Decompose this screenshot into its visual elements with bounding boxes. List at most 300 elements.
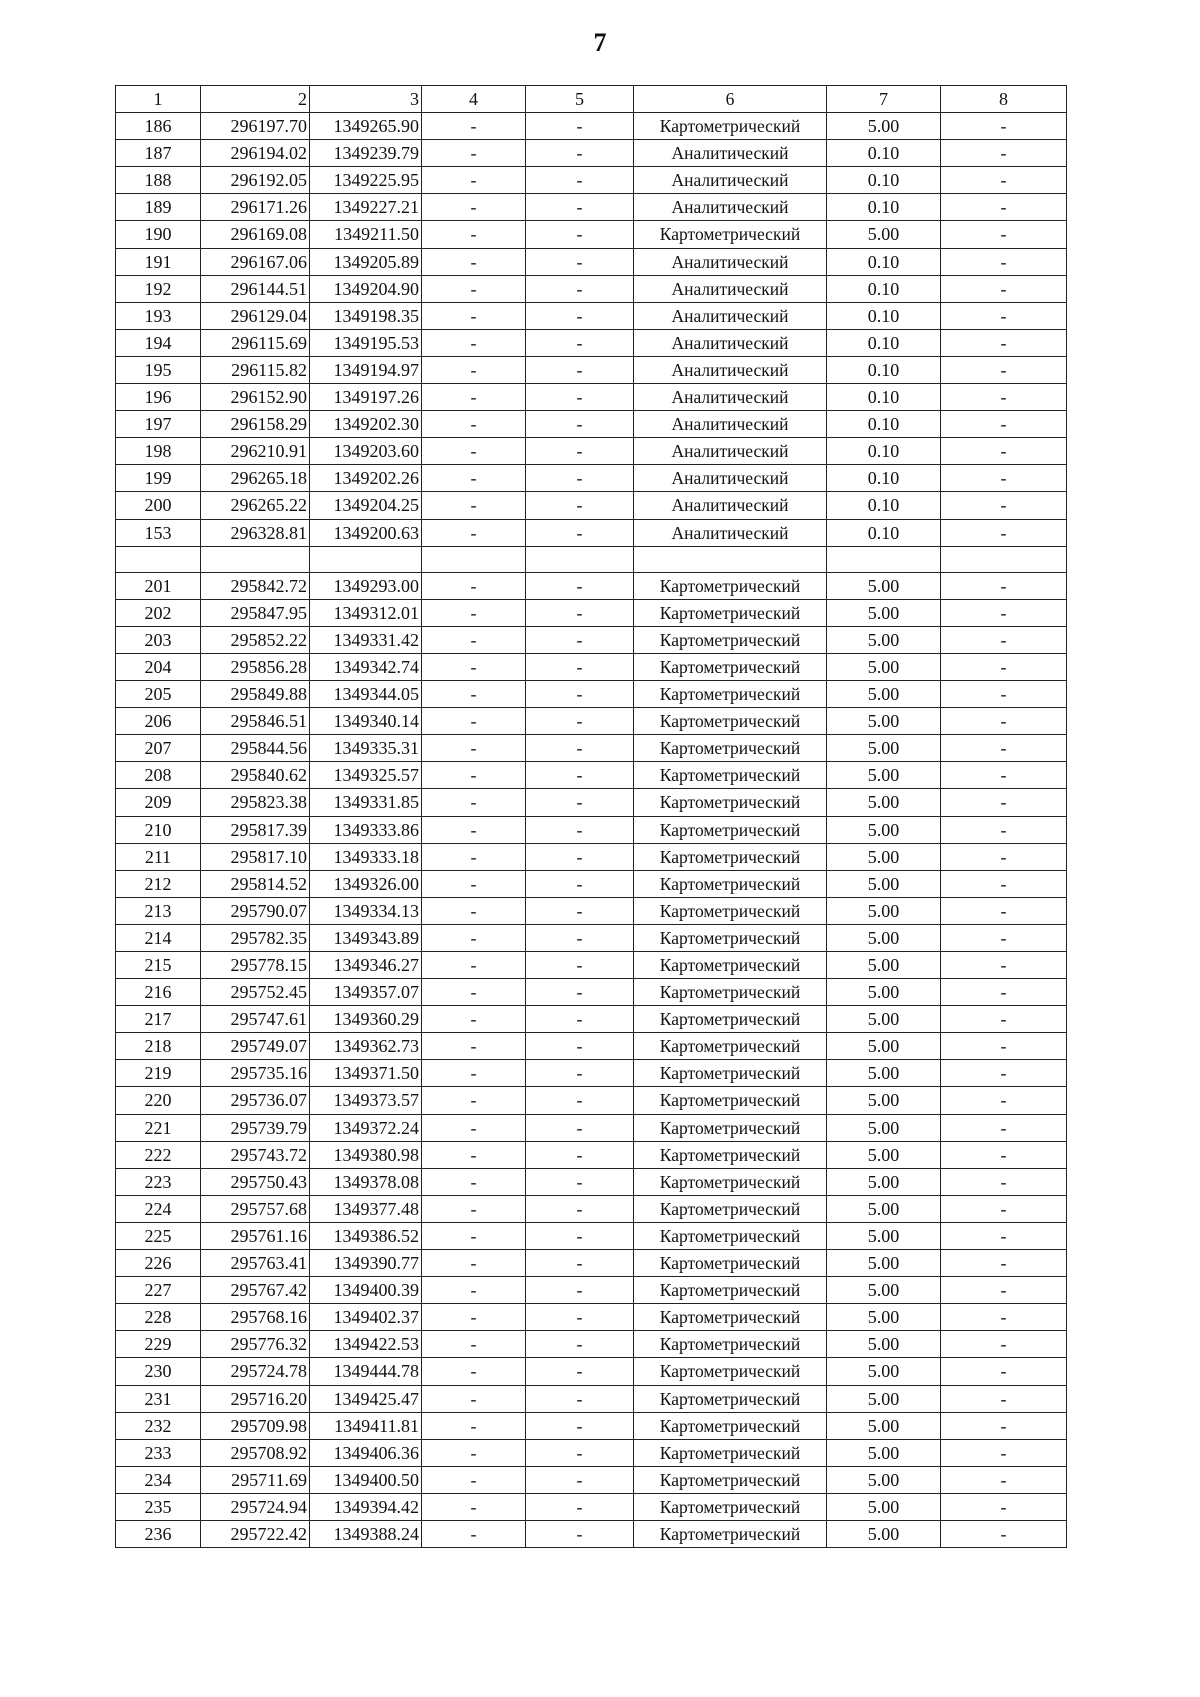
table-cell-col-1: 217 [116, 1006, 201, 1033]
table-cell-col-3: 1349380.98 [310, 1141, 422, 1168]
table-cell-col-7: 5.00 [827, 1304, 941, 1331]
table-cell-col-3: 1349425.47 [310, 1385, 422, 1412]
table-cell-col-8: - [941, 1331, 1067, 1358]
table-row [116, 140, 1067, 167]
table-cell-col-8: - [941, 735, 1067, 762]
table-cell-col-8: - [941, 1060, 1067, 1087]
table-cell-col-3: 1349411.81 [310, 1412, 422, 1439]
table-cell-col-3: 1349204.25 [310, 492, 422, 519]
table-cell-col-2: 296129.04 [201, 302, 310, 329]
table-cell-col-8: - [941, 113, 1067, 140]
table-cell-col-2: 296152.90 [201, 384, 310, 411]
table-cell-col-1: 208 [116, 762, 201, 789]
table-cell-col-8: - [941, 1358, 1067, 1385]
table-cell-col-5: - [526, 626, 634, 653]
table-cell-col-2: 296169.08 [201, 221, 310, 248]
table-cell-col-3: 1349194.97 [310, 356, 422, 383]
table-cell-col-2: 295790.07 [201, 897, 310, 924]
table-cell-col-8: - [941, 1006, 1067, 1033]
table-cell-col-7: 5.00 [827, 113, 941, 140]
table-cell-col-2: 295814.52 [201, 870, 310, 897]
table-cell-col-2: 296194.02 [201, 140, 310, 167]
table-cell-col-6: Картометрический [634, 599, 827, 626]
table-cell-col-3: 1349362.73 [310, 1033, 422, 1060]
table-cell-col-8: - [941, 653, 1067, 680]
table-cell-col-6: Картометрический [634, 1358, 827, 1385]
table-cell-col-3: 1349378.08 [310, 1168, 422, 1195]
table-cell-col-6 [634, 546, 827, 572]
table-cell-col-2: 296115.82 [201, 356, 310, 383]
table-cell-col-7: 0.10 [827, 167, 941, 194]
table-cell-col-5: - [526, 1385, 634, 1412]
table-cell-col-4: - [422, 1520, 526, 1547]
table-cell-col-6: Картометрический [634, 1114, 827, 1141]
table-cell-col-3: 1349202.30 [310, 411, 422, 438]
table-cell-col-1: 225 [116, 1222, 201, 1249]
table-cell-col-1: 188 [116, 167, 201, 194]
table-cell-col-7: 5.00 [827, 1493, 941, 1520]
table-row [116, 1412, 1067, 1439]
table-cell-col-2: 295761.16 [201, 1222, 310, 1249]
table-cell-col-4: - [422, 1493, 526, 1520]
table-cell-col-8: - [941, 897, 1067, 924]
table-cell-col-5: - [526, 113, 634, 140]
table-cell-col-1: 194 [116, 329, 201, 356]
table-cell-col-5: - [526, 1087, 634, 1114]
table-cell-col-6: Картометрический [634, 979, 827, 1006]
table-cell-col-6: Картометрический [634, 1331, 827, 1358]
table-cell-col-6: Картометрический [634, 221, 827, 248]
table-cell-col-3: 1349333.18 [310, 843, 422, 870]
table-cell-col-8: - [941, 1493, 1067, 1520]
table-cell-col-4: - [422, 653, 526, 680]
table-cell-col-7: 5.00 [827, 1331, 941, 1358]
table-cell-col-7: 5.00 [827, 1358, 941, 1385]
table-cell-col-1: 192 [116, 275, 201, 302]
table-cell-col-7: 5.00 [827, 789, 941, 816]
table-cell-col-1: 219 [116, 1060, 201, 1087]
table-cell-col-1: 205 [116, 681, 201, 708]
table-cell-col-4: - [422, 221, 526, 248]
table-cell-col-3: 1349331.85 [310, 789, 422, 816]
table-cell-col-4: - [422, 519, 526, 546]
table-cell-col-5: - [526, 1222, 634, 1249]
table-cell-col-1: 187 [116, 140, 201, 167]
table-cell-col-5: - [526, 438, 634, 465]
table-cell-col-6: Картометрический [634, 762, 827, 789]
table-cell-col-5: - [526, 1168, 634, 1195]
table-cell-col-3: 1349335.31 [310, 735, 422, 762]
table-cell-col-6: Картометрический [634, 572, 827, 599]
table-cell-col-6: Картометрический [634, 1277, 827, 1304]
table-row [116, 843, 1067, 870]
table-cell-col-4: - [422, 113, 526, 140]
table-cell-col-1: 191 [116, 248, 201, 275]
table-cell-col-4: - [422, 572, 526, 599]
table-cell-col-8: - [941, 1304, 1067, 1331]
table-cell-col-3: 1349400.39 [310, 1277, 422, 1304]
table-row [116, 356, 1067, 383]
table-cell-col-2: 295768.16 [201, 1304, 310, 1331]
column-header-7: 7 [827, 86, 941, 113]
table-cell-col-2: 295722.42 [201, 1520, 310, 1547]
table-cell-col-8: - [941, 221, 1067, 248]
table-cell-col-8: - [941, 492, 1067, 519]
table-cell-col-3: 1349371.50 [310, 1060, 422, 1087]
table-cell-col-3: 1349200.63 [310, 519, 422, 546]
table-cell-col-3: 1349333.86 [310, 816, 422, 843]
table-cell-col-6: Аналитический [634, 438, 827, 465]
table-cell-col-4: - [422, 248, 526, 275]
table-cell-col-8: - [941, 843, 1067, 870]
table-cell-col-6: Картометрический [634, 1466, 827, 1493]
table-cell-col-5 [526, 546, 634, 572]
table-cell-col-5: - [526, 1493, 634, 1520]
table-cell-col-5: - [526, 1250, 634, 1277]
table-cell-col-2: 295716.20 [201, 1385, 310, 1412]
table-cell-col-7: 5.00 [827, 1439, 941, 1466]
table-cell-col-7: 0.10 [827, 384, 941, 411]
table-cell-col-4: - [422, 1195, 526, 1222]
table-cell-col-4: - [422, 599, 526, 626]
table-cell-col-6: Картометрический [634, 1250, 827, 1277]
table-cell-col-5: - [526, 519, 634, 546]
table-cell-col-8: - [941, 1141, 1067, 1168]
table-row [116, 1195, 1067, 1222]
table-cell-col-4: - [422, 1331, 526, 1358]
table-cell-col-1: 209 [116, 789, 201, 816]
table-cell-col-2: 295749.07 [201, 1033, 310, 1060]
table-cell-col-1: 233 [116, 1439, 201, 1466]
table-cell-col-1: 231 [116, 1385, 201, 1412]
table-cell-col-5: - [526, 275, 634, 302]
table-cell-col-8: - [941, 302, 1067, 329]
table-cell-col-2: 296115.69 [201, 329, 310, 356]
table-cell-col-4: - [422, 843, 526, 870]
table-cell-col-2: 295842.72 [201, 572, 310, 599]
table-cell-col-4: - [422, 167, 526, 194]
table-cell-col-4: - [422, 924, 526, 951]
table-cell-col-1: 202 [116, 599, 201, 626]
table-row [116, 653, 1067, 680]
table-cell-col-6: Картометрический [634, 1033, 827, 1060]
table-row [116, 1385, 1067, 1412]
table-cell-col-8: - [941, 870, 1067, 897]
table-row [116, 248, 1067, 275]
table-cell-col-2 [201, 546, 310, 572]
table-cell-col-4: - [422, 492, 526, 519]
table-cell-col-2: 295739.79 [201, 1114, 310, 1141]
table-cell-col-7: 0.10 [827, 438, 941, 465]
table-cell-col-7: 0.10 [827, 492, 941, 519]
table-cell-col-6: Картометрический [634, 843, 827, 870]
table-row [116, 816, 1067, 843]
table-row [116, 681, 1067, 708]
table-cell-col-5: - [526, 167, 634, 194]
table-cell-col-4: - [422, 1250, 526, 1277]
table-cell-col-6: Аналитический [634, 140, 827, 167]
table-cell-col-4: - [422, 275, 526, 302]
table-cell-col-3: 1349195.53 [310, 329, 422, 356]
table-cell-col-2: 295844.56 [201, 735, 310, 762]
table-cell-col-5: - [526, 708, 634, 735]
table-cell-col-5: - [526, 1060, 634, 1087]
table-cell-col-8: - [941, 275, 1067, 302]
table-row [116, 1114, 1067, 1141]
table-row [116, 897, 1067, 924]
table-cell-col-3: 1349444.78 [310, 1358, 422, 1385]
table-cell-col-2: 296197.70 [201, 113, 310, 140]
table-cell-col-5: - [526, 843, 634, 870]
table-cell-col-3: 1349198.35 [310, 302, 422, 329]
table-cell-col-7: 5.00 [827, 762, 941, 789]
table-cell-col-1: 200 [116, 492, 201, 519]
table-row [116, 384, 1067, 411]
table-cell-col-5: - [526, 1358, 634, 1385]
table-row [116, 1439, 1067, 1466]
table-cell-col-8: - [941, 762, 1067, 789]
table-cell-col-1: 196 [116, 384, 201, 411]
table-cell-col-6: Аналитический [634, 356, 827, 383]
table-cell-col-2: 295752.45 [201, 979, 310, 1006]
table-cell-col-2: 295849.88 [201, 681, 310, 708]
table-cell-col-1: 229 [116, 1331, 201, 1358]
table-cell-col-1 [116, 546, 201, 572]
column-header-4: 4 [422, 86, 526, 113]
table-cell-col-5: - [526, 762, 634, 789]
table-cell-col-4: - [422, 897, 526, 924]
table-cell-col-4: - [422, 1006, 526, 1033]
table-cell-col-6: Картометрический [634, 816, 827, 843]
table-cell-col-4: - [422, 1141, 526, 1168]
table-cell-col-1: 153 [116, 519, 201, 546]
table-cell-col-2: 295776.32 [201, 1331, 310, 1358]
table-cell-col-3: 1349340.14 [310, 708, 422, 735]
table-cell-col-8: - [941, 1466, 1067, 1493]
table-row [116, 1358, 1067, 1385]
table-cell-col-5: - [526, 681, 634, 708]
table-cell-col-1: 232 [116, 1412, 201, 1439]
table-cell-col-4: - [422, 1222, 526, 1249]
table-cell-col-4: - [422, 465, 526, 492]
table-cell-col-1: 228 [116, 1304, 201, 1331]
table-cell-col-3: 1349331.42 [310, 626, 422, 653]
table-cell-col-3: 1349293.00 [310, 572, 422, 599]
table-cell-col-1: 190 [116, 221, 201, 248]
table-row [116, 492, 1067, 519]
table-cell-col-6: Картометрический [634, 1006, 827, 1033]
table-cell-col-3: 1349360.29 [310, 1006, 422, 1033]
table-cell-col-2: 296144.51 [201, 275, 310, 302]
table-row [116, 1087, 1067, 1114]
table-cell-col-7: 0.10 [827, 465, 941, 492]
table-cell-col-1: 197 [116, 411, 201, 438]
table-cell-col-5: - [526, 1006, 634, 1033]
table-cell-col-7: 5.00 [827, 572, 941, 599]
table-cell-col-4: - [422, 1412, 526, 1439]
table-cell-col-3: 1349373.57 [310, 1087, 422, 1114]
table-cell-col-7: 0.10 [827, 275, 941, 302]
table-cell-col-2: 295735.16 [201, 1060, 310, 1087]
table-cell-col-5: - [526, 221, 634, 248]
table-cell-col-8: - [941, 979, 1067, 1006]
table-cell-col-6: Аналитический [634, 411, 827, 438]
table-cell-col-5: - [526, 924, 634, 951]
table-cell-col-8: - [941, 411, 1067, 438]
table-row [116, 572, 1067, 599]
table-cell-col-3: 1349372.24 [310, 1114, 422, 1141]
table-cell-col-3: 1349394.42 [310, 1493, 422, 1520]
table-cell-col-7: 5.00 [827, 897, 941, 924]
table-cell-col-3: 1349204.90 [310, 275, 422, 302]
table-cell-col-7: 5.00 [827, 708, 941, 735]
table-row [116, 1060, 1067, 1087]
table-cell-col-5: - [526, 653, 634, 680]
table-cell-col-5: - [526, 1141, 634, 1168]
table-cell-col-1: 234 [116, 1466, 201, 1493]
table-cell-col-6: Картометрический [634, 1304, 827, 1331]
table-cell-col-5: - [526, 1304, 634, 1331]
table-cell-col-2: 295823.38 [201, 789, 310, 816]
table-cell-col-1: 226 [116, 1250, 201, 1277]
table-cell-col-5: - [526, 1520, 634, 1547]
table-cell-col-2: 295852.22 [201, 626, 310, 653]
table-row [116, 1168, 1067, 1195]
table-cell-col-7: 5.00 [827, 924, 941, 951]
table-row [116, 1493, 1067, 1520]
table-cell-col-1: 210 [116, 816, 201, 843]
table-row [116, 465, 1067, 492]
table-cell-col-6: Аналитический [634, 302, 827, 329]
table-cell-col-4: - [422, 626, 526, 653]
table-cell-col-6: Картометрический [634, 1141, 827, 1168]
table-cell-col-7: 5.00 [827, 1277, 941, 1304]
table-cell-col-7: 0.10 [827, 329, 941, 356]
table-cell-col-8: - [941, 194, 1067, 221]
table-cell-col-7: 5.00 [827, 626, 941, 653]
table-cell-col-6: Картометрический [634, 1195, 827, 1222]
table-cell-col-5: - [526, 599, 634, 626]
table-cell-col-1: 221 [116, 1114, 201, 1141]
table-cell-col-2: 295750.43 [201, 1168, 310, 1195]
table-cell-col-4: - [422, 762, 526, 789]
table-cell-col-2: 296265.22 [201, 492, 310, 519]
table-row [116, 546, 1067, 572]
table-cell-col-1: 198 [116, 438, 201, 465]
table-cell-col-5: - [526, 1331, 634, 1358]
table-row [116, 952, 1067, 979]
table-row [116, 1033, 1067, 1060]
table-cell-col-1: 224 [116, 1195, 201, 1222]
table-cell-col-8: - [941, 1385, 1067, 1412]
table-cell-col-3: 1349343.89 [310, 924, 422, 951]
table-cell-col-5: - [526, 979, 634, 1006]
table-cell-col-4: - [422, 789, 526, 816]
table-cell-col-5: - [526, 572, 634, 599]
table-cell-col-8: - [941, 356, 1067, 383]
table-cell-col-1: 204 [116, 653, 201, 680]
table-cell-col-5: - [526, 735, 634, 762]
table-cell-col-2: 295840.62 [201, 762, 310, 789]
table-cell-col-2: 296167.06 [201, 248, 310, 275]
table-cell-col-7: 5.00 [827, 1141, 941, 1168]
table-cell-col-4: - [422, 1358, 526, 1385]
table-cell-col-2: 295724.94 [201, 1493, 310, 1520]
table-cell-col-4: - [422, 1466, 526, 1493]
table-cell-col-4: - [422, 1277, 526, 1304]
table-row [116, 275, 1067, 302]
table-cell-col-7: 5.00 [827, 952, 941, 979]
table-cell-col-5: - [526, 816, 634, 843]
table-cell-col-6: Картометрический [634, 653, 827, 680]
table-cell-col-3: 1349400.50 [310, 1466, 422, 1493]
table-cell-col-2: 295709.98 [201, 1412, 310, 1439]
table-cell-col-2: 296328.81 [201, 519, 310, 546]
table-cell-col-7: 0.10 [827, 194, 941, 221]
table-cell-col-8: - [941, 438, 1067, 465]
table-row [116, 411, 1067, 438]
table-cell-col-3: 1349357.07 [310, 979, 422, 1006]
table-cell-col-1: 218 [116, 1033, 201, 1060]
table-cell-col-6: Аналитический [634, 248, 827, 275]
table-cell-col-3: 1349211.50 [310, 221, 422, 248]
table-cell-col-7: 5.00 [827, 1087, 941, 1114]
table-row [116, 979, 1067, 1006]
table-cell-col-1: 207 [116, 735, 201, 762]
table-cell-col-4: - [422, 681, 526, 708]
table-cell-col-3: 1349265.90 [310, 113, 422, 140]
table-cell-col-6: Аналитический [634, 519, 827, 546]
table-cell-col-5: - [526, 897, 634, 924]
table-cell-col-4: - [422, 1168, 526, 1195]
table-cell-col-1: 216 [116, 979, 201, 1006]
table-cell-col-6: Аналитический [634, 465, 827, 492]
table-cell-col-1: 213 [116, 897, 201, 924]
table-cell-col-3: 1349402.37 [310, 1304, 422, 1331]
table-cell-col-1: 236 [116, 1520, 201, 1547]
column-header-5: 5 [526, 86, 634, 113]
table-cell-col-3: 1349225.95 [310, 167, 422, 194]
table-row [116, 1466, 1067, 1493]
table-cell-col-6: Картометрический [634, 1412, 827, 1439]
table-cell-col-8: - [941, 1222, 1067, 1249]
column-header-2: 2 [201, 86, 310, 113]
table-cell-col-8: - [941, 681, 1067, 708]
table-cell-col-7: 5.00 [827, 843, 941, 870]
table-cell-col-6: Картометрический [634, 1493, 827, 1520]
table-cell-col-8: - [941, 384, 1067, 411]
table-cell-col-6: Картометрический [634, 1222, 827, 1249]
table-cell-col-7: 5.00 [827, 681, 941, 708]
table-cell-col-7: 5.00 [827, 735, 941, 762]
table-row [116, 302, 1067, 329]
table-cell-col-3: 1349377.48 [310, 1195, 422, 1222]
table-row [116, 113, 1067, 140]
table-cell-col-8: - [941, 1412, 1067, 1439]
table-row [116, 762, 1067, 789]
table-cell-col-8: - [941, 1033, 1067, 1060]
table-row [116, 167, 1067, 194]
table-cell-col-6: Картометрический [634, 735, 827, 762]
table-cell-col-4: - [422, 384, 526, 411]
table-cell-col-5: - [526, 1033, 634, 1060]
table-cell-col-7: 0.10 [827, 519, 941, 546]
table-cell-col-1: 201 [116, 572, 201, 599]
table-cell-col-8: - [941, 572, 1067, 599]
table-cell-col-8: - [941, 1439, 1067, 1466]
table-cell-col-7: 5.00 [827, 1114, 941, 1141]
table-cell-col-8: - [941, 599, 1067, 626]
